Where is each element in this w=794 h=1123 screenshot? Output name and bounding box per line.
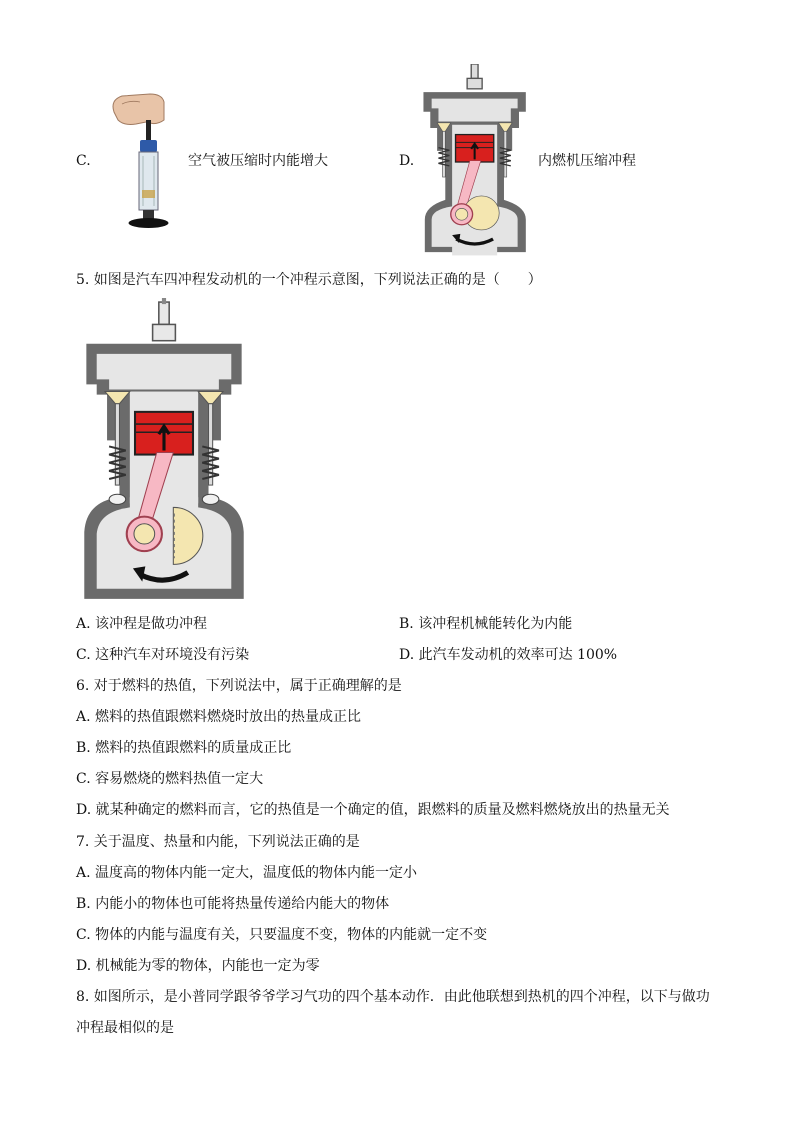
q8-stem-line2: 冲程最相似的是 [76,1020,174,1036]
q6-option-b: B. 燃料的热值跟燃料的质量成正比 [76,740,292,756]
air-pump-image [100,90,172,230]
option-d-letter: D. [399,153,415,169]
q5-option-d: D. 此汽车发动机的效率可达 100% [399,647,618,663]
q7-option-b: B. 内能小的物体也可能将热量传递给内能大的物体 [76,896,390,912]
q5-option-a: A. 该冲程是做功冲程 [76,616,208,632]
q7-option-d: D. 机械能为零的物体，内能也一定为零 [76,958,320,974]
q8-stem-line1: 8. 如图所示，是小普同学跟爷爷学习气功的四个基本动作．由此他联想到热机的四个冲程，以下与做功 [76,989,710,1005]
q6-option-d: D. 就某种确定的燃料而言，它的热值是一个确定的值，跟燃料的质量及燃料燃烧放出的热量无关 [76,802,670,818]
option-c-letter: C. [76,153,91,169]
q7-option-a: A. 温度高的物体内能一定大，温度低的物体内能一定小 [76,865,418,881]
q5-option-c: C. 这种汽车对环境没有污染 [76,647,250,663]
q7-stem: 7. 关于温度、热量和内能，下列说法正确的是 [76,834,360,850]
q6-option-a: A. 燃料的热值跟燃料燃烧时放出的热量成正比 [76,709,362,725]
q6-option-c: C. 容易燃烧的燃料热值一定大 [76,771,264,787]
q6-stem: 6. 对于燃料的热值，下列说法中，属于正确理解的是 [76,678,402,694]
option-c-text: 空气被压缩时内能增大 [188,153,328,169]
option-d-text: 内燃机压缩冲程 [538,153,636,169]
engine-diagram-small [418,64,534,260]
q5-option-b: B. 该冲程机械能转化为内能 [399,616,573,632]
q5-stem: 5. 如图是汽车四冲程发动机的一个冲程示意图，下列说法正确的是（ ） [76,272,542,288]
engine-diagram-large [76,298,252,603]
q7-option-c: C. 物体的内能与温度有关，只要温度不变，物体的内能就一定不变 [76,927,488,943]
